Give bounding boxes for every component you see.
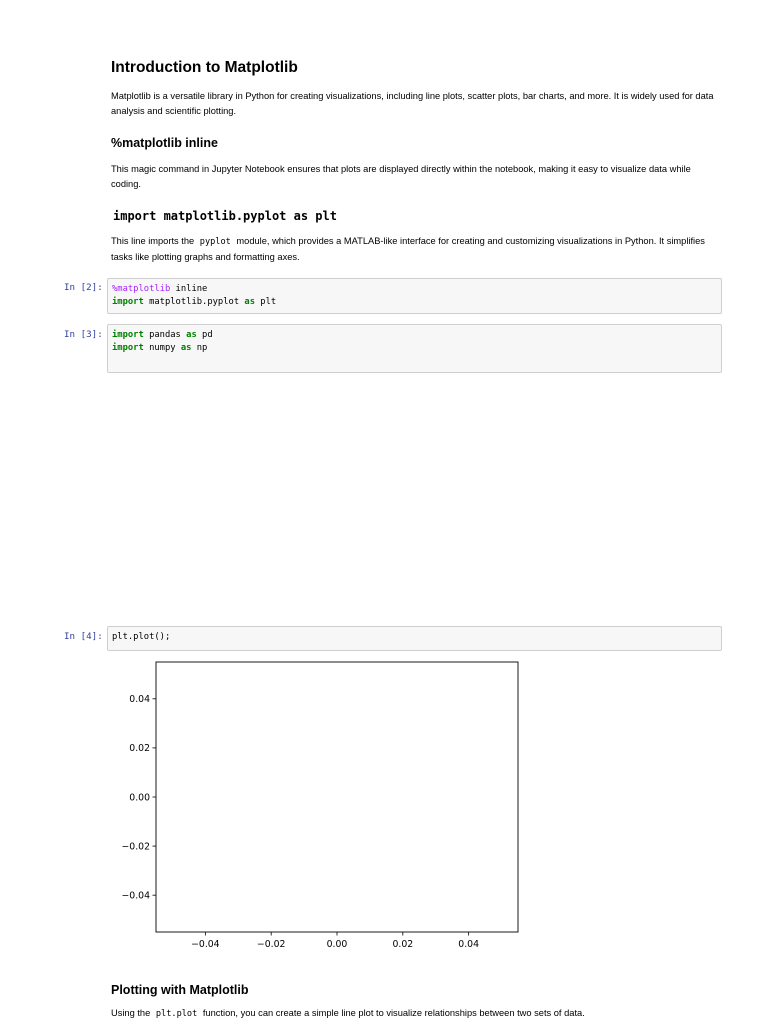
code-keyword: import <box>112 342 144 353</box>
x-tick-label: 0.04 <box>458 939 479 950</box>
code-token: matplotlib.pyplot <box>143 296 245 307</box>
code-line <box>112 329 717 342</box>
code-keyword: as <box>180 342 192 353</box>
code-keyword: as <box>186 330 197 340</box>
code-token: inline <box>170 284 208 294</box>
cell-prompt-4: In [4]: <box>64 631 103 642</box>
plotting-paragraph <box>111 1006 723 1022</box>
x-tick-label: 0.00 <box>326 939 348 950</box>
x-tick-label: 0.02 <box>392 939 414 950</box>
import-paragraph <box>111 234 723 264</box>
axes-frame <box>156 662 518 932</box>
code-token: pd <box>196 330 213 340</box>
code-magic: %matplotlib <box>112 284 171 294</box>
import-heading: import matplotlib.pyplot as plt <box>113 209 337 223</box>
plotting-paragraph-pre: Using the <box>111 1008 151 1018</box>
code-token: pandas <box>143 330 187 340</box>
code-line <box>112 342 717 355</box>
plotting-heading: Plotting with Matplotlib <box>111 983 249 997</box>
code-token: np <box>191 342 208 353</box>
code-cell-3[interactable] <box>107 324 722 373</box>
code-line <box>112 283 717 296</box>
y-tick-label: 0.00 <box>129 792 150 804</box>
plt-plot-inline-code: plt.plot <box>155 1009 198 1019</box>
code-cell-2[interactable] <box>107 278 722 314</box>
inline-paragraph: This magic command in Jupyter Notebook ensures that plots are displayed directly within the notebook, making it easy to visualize data while coding. <box>111 164 691 189</box>
code-keyword: as <box>244 296 256 307</box>
code-token: plt.plot(); <box>112 632 171 642</box>
code-keyword: import <box>112 330 144 340</box>
y-tick-label: −0.02 <box>121 841 150 853</box>
cell-prompt-2: In [2]: <box>64 282 103 293</box>
x-tick-label: −0.04 <box>191 939 220 950</box>
intro-paragraph: Matplotlib is a versatile library in Python for creating visualizations, including line plots, scatter plots, bar charts, and more. It is widely used for data analysis and scientific plotting. <box>111 91 714 116</box>
code-line <box>112 631 717 644</box>
code-keyword: import <box>112 296 144 307</box>
y-tick-label: −0.04 <box>121 890 150 902</box>
intro-title: Introduction to Matplotlib <box>111 59 298 76</box>
x-tick-label: −0.02 <box>256 939 286 950</box>
inline-heading: %matplotlib inline <box>111 136 218 150</box>
code-line <box>112 296 717 309</box>
import-paragraph-pre: This line imports the <box>111 236 195 246</box>
plotting-paragraph-post: function, you can create a simple line plot to visualize relationships between two sets of data. <box>202 1008 585 1018</box>
import-paragraph-post: module, which provides a MATLAB-like interface for creating and customizing visualizations in Python. It simplifies tasks like plotting graphs and formatting axes. <box>111 236 705 262</box>
y-tick-label: 0.04 <box>129 694 150 706</box>
y-tick-label: 0.02 <box>129 743 150 755</box>
code-token: plt <box>255 296 277 307</box>
plot-output <box>110 655 530 955</box>
cell-prompt-3: In [3]: <box>64 329 103 340</box>
code-token: numpy <box>143 342 181 353</box>
pyplot-inline-code: pyplot <box>199 237 231 247</box>
code-cell-4[interactable] <box>107 626 722 651</box>
